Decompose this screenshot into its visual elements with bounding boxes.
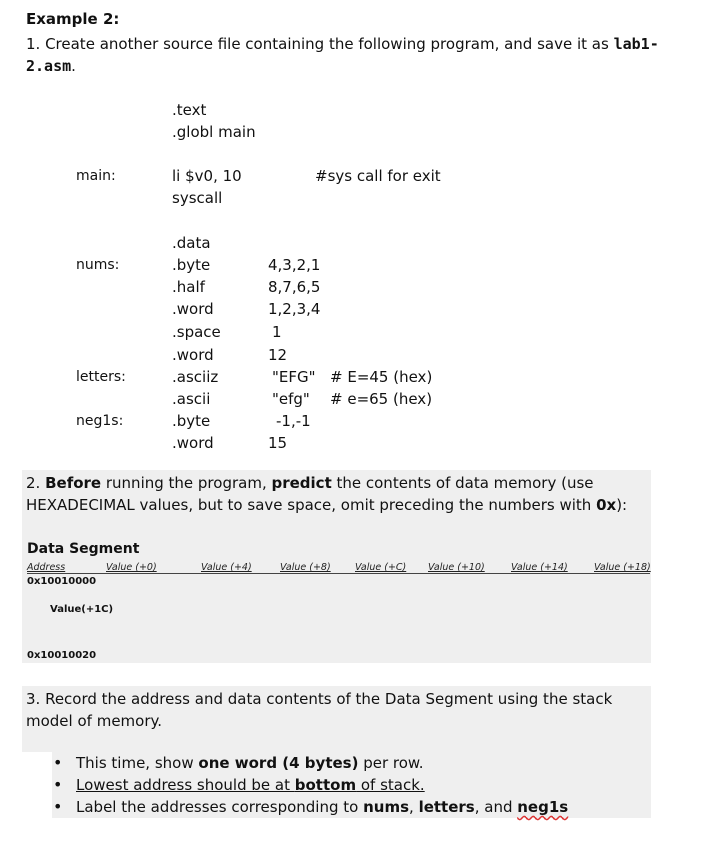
instruction-list: [50, 752, 568, 818]
q2-before: Before: [45, 474, 102, 492]
q2-ox: 0x: [596, 496, 617, 514]
comment-asciiz: # E=45 (hex): [330, 368, 433, 386]
header-value-4: Value (+4): [201, 562, 252, 573]
bullet-3: [50, 796, 568, 818]
q2-end: ):: [616, 496, 628, 514]
operand-ascii: "efg": [272, 390, 310, 408]
comment-ascii: # e=65 (hex): [330, 390, 433, 408]
directive-byte-1: .byte: [172, 256, 211, 274]
bullet-1: [50, 752, 568, 774]
intro-end: .: [71, 57, 76, 75]
operand-asciiz: "EFG": [272, 368, 316, 386]
q2-mid1: running the program,: [101, 474, 272, 492]
directive-byte-2: .byte: [172, 412, 211, 430]
b3-c2: , and: [474, 798, 518, 816]
directive-globl: .globl main: [172, 123, 256, 141]
b3-pre: Label the addresses corresponding to: [76, 798, 364, 816]
b2-text: Lowest address should be at: [76, 776, 295, 794]
filename: lab1-2.asm: [26, 35, 659, 75]
b1-pre: This time, show: [76, 754, 199, 772]
header-value-8: Value (+8): [280, 562, 331, 573]
comment-exit: #sys call for exit: [315, 167, 441, 185]
section-3-indent: [22, 752, 52, 818]
label-letters: letters:: [76, 369, 126, 385]
directive-word-3: .word: [172, 434, 214, 452]
instr-li: li $v0, 10: [172, 167, 242, 185]
instr-syscall: syscall: [172, 189, 223, 207]
directive-word-1: .word: [172, 300, 214, 318]
address-row-2: 0x10010020: [27, 650, 97, 661]
header-address: Address: [27, 562, 66, 573]
label-main: main:: [76, 168, 116, 184]
b3-neg1s: neg1s: [517, 798, 569, 816]
directive-asciiz: .asciiz: [172, 368, 219, 386]
operand-word-2: 12: [268, 346, 288, 364]
directive-data: .data: [172, 234, 211, 252]
directive-half: .half: [172, 278, 205, 296]
address-row-1: 0x10010000: [27, 576, 97, 587]
q2-num: 2.: [26, 474, 46, 492]
q2-mid2: the contents of data memory (use HEXADECIMAL values, but to save space, omit preceding the numbers with: [26, 474, 597, 514]
intro-instruction: [26, 33, 666, 77]
intro-text: 1. Create another source file containing the following program, and save it as: [26, 35, 614, 53]
b3-letters: letters: [418, 798, 475, 816]
directive-space: .space: [172, 323, 221, 341]
b2-post: of stack.: [356, 776, 425, 794]
value-1c-label: Value(+1C): [50, 604, 114, 615]
example-heading: Example 2:: [26, 10, 120, 28]
operand-word-1: 1,2,3,4: [268, 300, 321, 318]
label-neg1s: neg1s:: [76, 413, 124, 429]
header-value-14: Value (+14): [511, 562, 568, 573]
directive-word-2: .word: [172, 346, 214, 364]
b3-nums: nums: [363, 798, 410, 816]
b1-bold: one word (4 bytes): [198, 754, 359, 772]
q2-predict: predict: [271, 474, 332, 492]
b1-post: per row.: [358, 754, 424, 772]
question-2: [26, 472, 636, 516]
operand-byte-1: 4,3,2,1: [268, 256, 321, 274]
header-value-10: Value (+10): [428, 562, 485, 573]
operand-half: 8,7,6,5: [268, 278, 321, 296]
b3-c1: ,: [409, 798, 419, 816]
header-value-c: Value (+C): [355, 562, 407, 573]
directive-text: .text: [172, 101, 207, 119]
question-3: 3. Record the address and data contents of the Data Segment using the stack model of memory.: [26, 690, 613, 730]
header-underline: [27, 573, 650, 574]
bullet-2: [50, 774, 568, 796]
b2-bold: bottom: [294, 776, 357, 794]
header-value-0: Value (+0): [106, 562, 157, 573]
operand-word-3: 15: [268, 434, 288, 452]
directive-ascii: .ascii: [172, 390, 211, 408]
label-nums: nums:: [76, 257, 120, 273]
header-value-18: Value (+18): [594, 562, 651, 573]
operand-space: 1: [272, 323, 282, 341]
data-segment-title: Data Segment: [27, 541, 140, 557]
operand-byte-2: -1,-1: [276, 412, 311, 430]
